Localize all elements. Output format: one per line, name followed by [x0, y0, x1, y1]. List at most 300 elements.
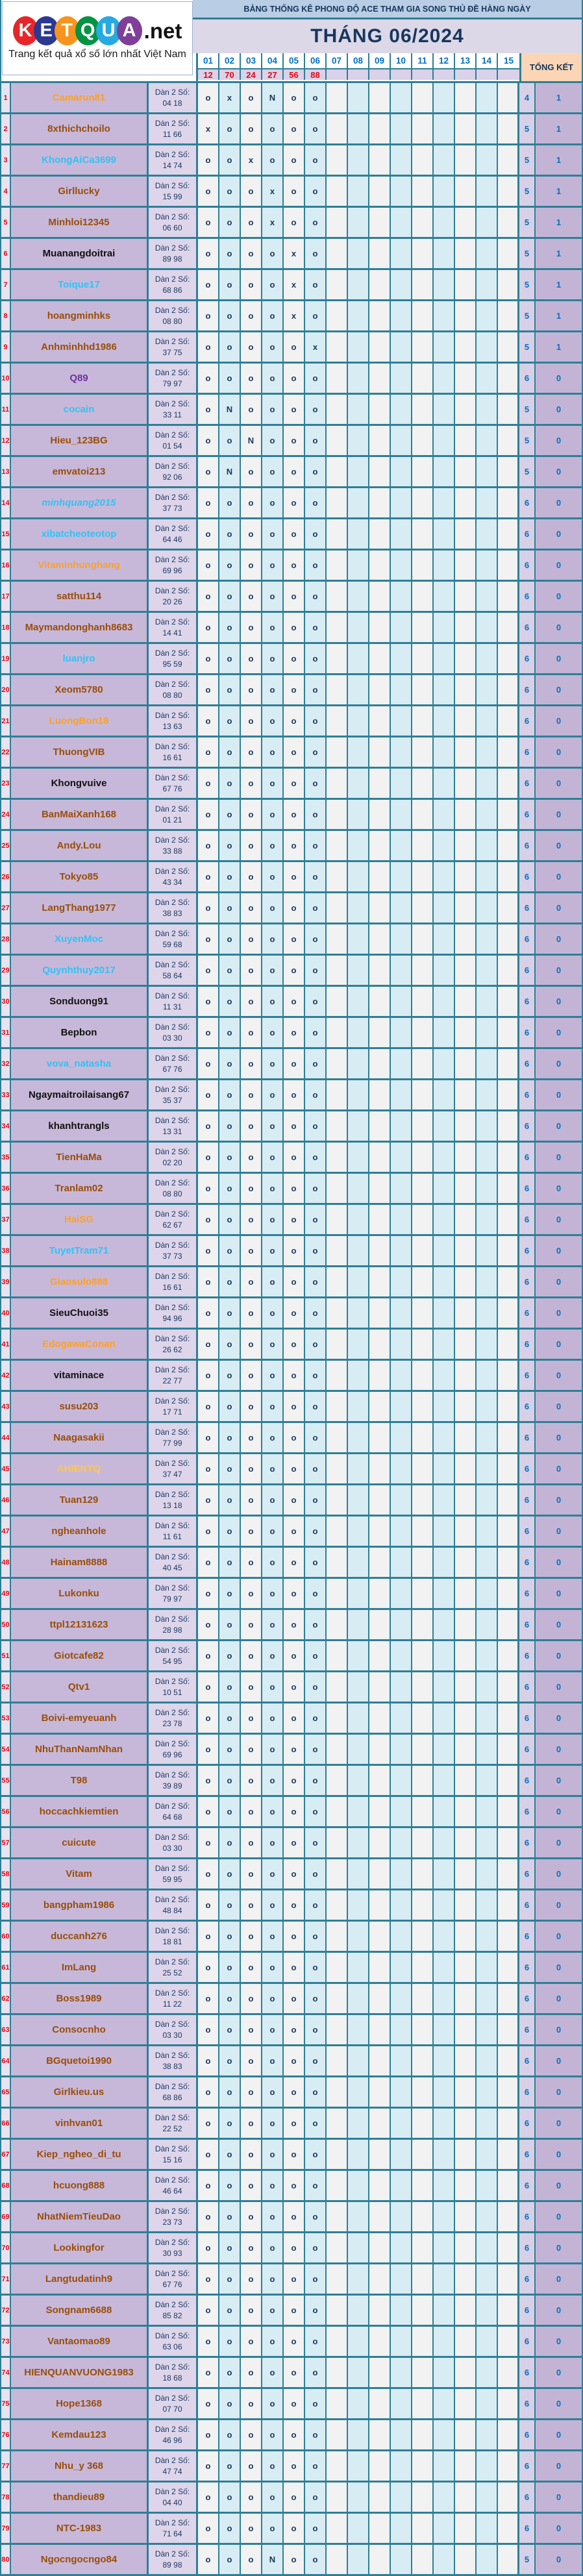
table-row — [1, 2389, 582, 2420]
day-mark-cell — [327, 83, 348, 112]
day-mark-cell — [369, 2015, 391, 2044]
day-mark-cell: o — [262, 2483, 284, 2512]
dan-2-so-cell — [149, 2483, 198, 2512]
day-mark-cell — [412, 1610, 434, 1639]
username[interactable] — [11, 1797, 149, 1826]
day-result-number: 27 — [262, 69, 284, 80]
total-loss-count: 0 — [536, 1548, 582, 1577]
day-mark-cell: o — [262, 1267, 284, 1296]
day-mark-cell: o — [262, 270, 284, 299]
day-column-label: 07 — [327, 53, 348, 68]
username[interactable] — [11, 1236, 149, 1265]
day-mark-cell — [391, 613, 412, 642]
username[interactable] — [11, 1080, 149, 1109]
day-mark-cell: o — [241, 1018, 262, 1047]
day-mark-cell — [391, 2358, 412, 2387]
day-mark-cell — [327, 2015, 348, 2044]
dan-2-so-cell — [149, 1111, 198, 1141]
day-mark-cell — [455, 2514, 477, 2543]
day-mark-cell: o — [305, 987, 327, 1016]
username[interactable] — [11, 2483, 149, 2512]
day-mark-cell: o — [284, 1454, 305, 1483]
username[interactable] — [11, 2202, 149, 2231]
username[interactable] — [11, 2296, 149, 2325]
day-mark-cell: o — [284, 2545, 305, 2574]
day-mark-cell — [369, 2233, 391, 2262]
total-win-count: 6 — [519, 2109, 536, 2138]
day-mark-cell: o — [241, 1205, 262, 1234]
dan-label: Dàn 2 Số: — [155, 804, 190, 813]
username[interactable] — [11, 239, 149, 268]
username-text: EdogawaConan — [42, 1339, 116, 1350]
day-mark-cell — [327, 1049, 348, 1078]
day-mark-cell — [391, 1922, 412, 1951]
day-mark-cell: o — [241, 1922, 262, 1951]
username[interactable] — [11, 1174, 149, 1203]
day-mark-cell: o — [305, 1890, 327, 1920]
day-mark-cell: o — [262, 2046, 284, 2075]
day-mark-cell: o — [284, 2015, 305, 2044]
total-win-count: 6 — [519, 1641, 536, 1670]
day-mark-cell — [391, 1548, 412, 1577]
row-number: 34 — [1, 1111, 11, 1141]
dan-numbers: 22 77 — [162, 1376, 182, 1385]
day-mark-cell — [391, 519, 412, 549]
day-mark-cell: o — [262, 1174, 284, 1203]
day-mark-cell: o — [262, 924, 284, 954]
total-win-count: 6 — [519, 2171, 536, 2200]
dan-label: Dàn 2 Số: — [155, 2393, 190, 2403]
day-mark-cell: o — [198, 1735, 219, 1764]
total-win-count: 6 — [519, 1392, 536, 1421]
day-mark-cell — [477, 1080, 498, 1109]
day-mark-cell: o — [284, 706, 305, 736]
username[interactable] — [11, 551, 149, 580]
day-mark-cell: o — [219, 831, 241, 860]
day-mark-cell: o — [198, 675, 219, 704]
day-mark-cell: o — [262, 1672, 284, 1702]
total-loss-count: 1 — [536, 177, 582, 206]
total-loss-count: 0 — [536, 1579, 582, 1608]
day-mark-cell — [412, 426, 434, 455]
day-mark-cell — [412, 2046, 434, 2075]
day-mark-cell — [412, 2514, 434, 2543]
username[interactable] — [11, 893, 149, 923]
dan-numbers: 85 82 — [162, 2310, 182, 2320]
username[interactable] — [11, 364, 149, 393]
username[interactable] — [11, 1922, 149, 1951]
day-mark-cell — [477, 2420, 498, 2449]
username[interactable] — [11, 1579, 149, 1608]
dan-numbers: 03 30 — [162, 1843, 182, 1853]
total-win-count: 5 — [519, 2545, 536, 2574]
dan-2-so-cell — [149, 1423, 198, 1452]
username[interactable] — [11, 582, 149, 611]
day-mark-cell — [498, 1735, 519, 1764]
logo-letter-circle: E — [34, 16, 59, 45]
username[interactable] — [11, 706, 149, 736]
username[interactable] — [11, 1517, 149, 1546]
day-mark-cell — [498, 2109, 519, 2138]
day-mark-cell — [412, 2327, 434, 2356]
username[interactable] — [11, 457, 149, 486]
day-mark-cell: o — [262, 831, 284, 860]
username[interactable] — [11, 1143, 149, 1172]
day-mark-cell: o — [198, 1828, 219, 1857]
total-loss-count: 0 — [536, 364, 582, 393]
day-mark-cell — [412, 2077, 434, 2107]
day-mark-cell — [327, 862, 348, 891]
day-mark-cell — [369, 675, 391, 704]
dan-2-so-cell — [149, 551, 198, 580]
username[interactable] — [11, 426, 149, 455]
day-mark-cell: o — [198, 644, 219, 673]
day-mark-cell — [369, 893, 391, 923]
username[interactable] — [11, 862, 149, 891]
day-mark-cell — [477, 145, 498, 175]
day-mark-cell — [348, 426, 369, 455]
day-mark-cell — [391, 1703, 412, 1733]
dan-label: Dàn 2 Số: — [155, 586, 190, 595]
day-mark-cell — [477, 1922, 498, 1951]
username[interactable] — [11, 2545, 149, 2574]
day-mark-cell — [498, 2264, 519, 2294]
day-mark-cell — [477, 2545, 498, 2574]
dan-numbers: 06 60 — [162, 223, 182, 232]
username[interactable] — [11, 1641, 149, 1670]
day-mark-cell — [412, 332, 434, 362]
day-mark-cell — [327, 1797, 348, 1826]
day-mark-cell — [477, 2358, 498, 2387]
day-mark-cell — [498, 1517, 519, 1546]
dan-label: Dàn 2 Số: — [155, 617, 190, 626]
total-loss-count: 0 — [536, 1922, 582, 1951]
day-mark-cell: o — [241, 2015, 262, 2044]
username[interactable] — [11, 177, 149, 206]
username[interactable] — [11, 2451, 149, 2481]
username[interactable] — [11, 1111, 149, 1141]
day-mark-cell: o — [219, 1080, 241, 1109]
day-mark-cell: o — [198, 177, 219, 206]
month-title: THÁNG 06/2024 — [193, 19, 582, 53]
username[interactable] — [11, 1890, 149, 1920]
day-mark-cell — [477, 1267, 498, 1296]
username-text: Giaosulo888 — [49, 1276, 108, 1287]
day-mark-cell: o — [305, 457, 327, 486]
dan-label: Dàn 2 Số: — [155, 928, 190, 938]
username[interactable] — [11, 2233, 149, 2262]
day-mark-cell: o — [284, 1859, 305, 1889]
username[interactable] — [11, 2327, 149, 2356]
day-mark-cell — [391, 1111, 412, 1141]
dan-2-so-cell — [149, 114, 198, 143]
username[interactable] — [11, 395, 149, 424]
table-row — [1, 1361, 582, 1392]
day-mark-cell: o — [219, 1766, 241, 1795]
username[interactable] — [11, 1018, 149, 1047]
day-mark-cell: o — [262, 1080, 284, 1109]
day-mark-cell — [348, 2483, 369, 2512]
username[interactable] — [11, 1984, 149, 2013]
day-mark-cell — [327, 1298, 348, 1328]
row-number: 38 — [1, 1236, 11, 1265]
day-mark-cell — [412, 270, 434, 299]
username[interactable] — [11, 1454, 149, 1483]
table-row — [1, 1672, 582, 1703]
total-win-count: 6 — [519, 1143, 536, 1172]
username[interactable] — [11, 2015, 149, 2044]
username[interactable] — [11, 2109, 149, 2138]
dan-2-so-cell — [149, 862, 198, 891]
day-mark-cell: o — [219, 1984, 241, 2013]
day-mark-cell — [455, 1049, 477, 1078]
table-row — [1, 2109, 582, 2140]
day-mark-cell — [498, 2514, 519, 2543]
day-mark-cell: o — [219, 2451, 241, 2481]
dan-label: Dàn 2 Số: — [155, 2237, 190, 2247]
day-mark-cell: o — [262, 956, 284, 985]
day-mark-cell — [455, 177, 477, 206]
day-mark-cell: o — [241, 1610, 262, 1639]
username[interactable] — [11, 83, 149, 112]
day-mark-cell — [327, 488, 348, 517]
total-win-count: 6 — [519, 1984, 536, 2013]
day-mark-cell: o — [219, 862, 241, 891]
dan-label: Dàn 2 Số: — [155, 180, 190, 190]
day-mark-cell: o — [262, 2451, 284, 2481]
site-logo[interactable] — [2, 1, 193, 75]
total-loss-count: 0 — [536, 1859, 582, 1889]
username[interactable] — [11, 1953, 149, 1982]
dan-2-so-cell — [149, 2327, 198, 2356]
username[interactable] — [11, 800, 149, 829]
total-loss-count: 0 — [536, 2077, 582, 2107]
username[interactable] — [11, 2389, 149, 2418]
username[interactable] — [11, 1267, 149, 1296]
username[interactable] — [11, 1049, 149, 1078]
day-mark-cell: o — [305, 208, 327, 237]
day-mark-cell — [327, 301, 348, 330]
username[interactable] — [11, 1610, 149, 1639]
username[interactable] — [11, 644, 149, 673]
username[interactable] — [11, 1330, 149, 1359]
row-number: 41 — [1, 1330, 11, 1359]
username[interactable] — [11, 1828, 149, 1857]
day-mark-cell: o — [262, 1454, 284, 1483]
username[interactable] — [11, 2514, 149, 2543]
day-mark-cell — [348, 800, 369, 829]
table-row — [1, 2420, 582, 2451]
username[interactable] — [11, 1859, 149, 1889]
row-number: 2 — [1, 114, 11, 143]
day-mark-cell: o — [219, 301, 241, 330]
day-mark-cell — [434, 2015, 455, 2044]
username[interactable] — [11, 2140, 149, 2169]
day-mark-cell: o — [198, 208, 219, 237]
day-mark-cell: o — [284, 114, 305, 143]
day-mark-cell: o — [305, 1984, 327, 2013]
username[interactable] — [11, 270, 149, 299]
username[interactable] — [11, 1703, 149, 1733]
day-mark-cell: o — [198, 1454, 219, 1483]
dan-numbers: 37 73 — [162, 503, 182, 513]
day-mark-cell — [434, 332, 455, 362]
row-number: 4 — [1, 177, 11, 206]
day-mark-cell — [498, 862, 519, 891]
day-mark-cell — [369, 1610, 391, 1639]
username[interactable] — [11, 2046, 149, 2075]
day-mark-cell: o — [219, 1703, 241, 1733]
total-loss-count: 0 — [536, 1953, 582, 1982]
username[interactable] — [11, 519, 149, 549]
day-mark-cell: o — [219, 924, 241, 954]
username[interactable] — [11, 208, 149, 237]
day-mark-cell — [434, 519, 455, 549]
username[interactable] — [11, 1485, 149, 1515]
dan-label: Dàn 2 Số: — [155, 274, 190, 284]
username[interactable] — [11, 2420, 149, 2449]
day-mark-cell — [434, 1766, 455, 1795]
day-mark-cell: o — [262, 364, 284, 393]
day-mark-cell: o — [219, 1423, 241, 1452]
username-text: luanjro — [62, 653, 95, 664]
total-loss-count: 0 — [536, 2015, 582, 2044]
username[interactable] — [11, 2358, 149, 2387]
username[interactable] — [11, 924, 149, 954]
dan-label: Dàn 2 Số: — [155, 1957, 190, 1966]
row-number: 36 — [1, 1174, 11, 1203]
total-loss-count: 0 — [536, 1174, 582, 1203]
username[interactable] — [11, 1766, 149, 1795]
day-mark-cell — [327, 1984, 348, 2013]
day-mark-cell: o — [284, 208, 305, 237]
username[interactable] — [11, 301, 149, 330]
day-mark-cell — [369, 1143, 391, 1172]
day-result-number: 88 — [305, 69, 327, 80]
username[interactable] — [11, 1298, 149, 1328]
day-mark-cell — [455, 2451, 477, 2481]
day-mark-cell: o — [241, 2420, 262, 2449]
day-mark-cell: o — [198, 862, 219, 891]
day-mark-cell: o — [305, 426, 327, 455]
day-mark-cell — [391, 1797, 412, 1826]
username[interactable] — [11, 769, 149, 798]
day-mark-cell — [327, 2109, 348, 2138]
username[interactable] — [11, 2171, 149, 2200]
username[interactable] — [11, 1672, 149, 1702]
day-mark-cell — [369, 1703, 391, 1733]
day-mark-cell — [391, 1236, 412, 1265]
day-mark-cell: o — [198, 364, 219, 393]
username[interactable] — [11, 2077, 149, 2107]
dan-2-so-cell — [149, 1080, 198, 1109]
username[interactable] — [11, 1361, 149, 1390]
day-mark-cell: o — [284, 2046, 305, 2075]
username[interactable] — [11, 1735, 149, 1764]
username[interactable] — [11, 488, 149, 517]
day-mark-cell: o — [198, 893, 219, 923]
username[interactable] — [11, 737, 149, 767]
day-mark-cell: o — [241, 364, 262, 393]
username-text: BanMaiXanh168 — [41, 809, 117, 820]
row-number: 22 — [1, 737, 11, 767]
username[interactable] — [11, 613, 149, 642]
day-mark-cell: o — [305, 2389, 327, 2418]
username[interactable] — [11, 1423, 149, 1452]
day-mark-cell: o — [305, 1922, 327, 1951]
day-mark-cell: o — [198, 2389, 219, 2418]
day-mark-cell — [455, 2327, 477, 2356]
day-mark-cell — [391, 457, 412, 486]
day-mark-cell: o — [241, 2483, 262, 2512]
username[interactable] — [11, 1205, 149, 1234]
row-number: 63 — [1, 2015, 11, 2044]
dan-2-so-cell — [149, 1330, 198, 1359]
day-mark-cell — [434, 1579, 455, 1608]
total-loss-count: 0 — [536, 831, 582, 860]
username[interactable] — [11, 1392, 149, 1421]
total-win-count: 5 — [519, 457, 536, 486]
total-win-count: 6 — [519, 644, 536, 673]
row-number: 50 — [1, 1610, 11, 1639]
username[interactable] — [11, 956, 149, 985]
day-mark-cell: o — [305, 1735, 327, 1764]
day-mark-cell — [412, 2109, 434, 2138]
username[interactable] — [11, 675, 149, 704]
day-mark-cell — [434, 457, 455, 486]
day-mark-cell — [369, 1485, 391, 1515]
dan-2-so-cell — [149, 1174, 198, 1203]
day-mark-cell: o — [262, 1517, 284, 1546]
day-mark-cell — [369, 457, 391, 486]
day-mark-cell — [434, 426, 455, 455]
day-mark-cell: o — [305, 2327, 327, 2356]
total-loss-count: 1 — [536, 83, 582, 112]
day-mark-cell: o — [305, 2140, 327, 2169]
day-mark-cell: o — [198, 2545, 219, 2574]
total-win-count: 6 — [519, 2202, 536, 2231]
total-win-count: 6 — [519, 2451, 536, 2481]
username[interactable] — [11, 332, 149, 362]
day-mark-cell: o — [241, 1735, 262, 1764]
total-loss-count: 0 — [536, 1361, 582, 1390]
day-column-label: 14 — [477, 53, 498, 68]
username-text: KhongAiCa3699 — [41, 155, 117, 166]
total-loss-count: 0 — [536, 2514, 582, 2543]
username[interactable] — [11, 145, 149, 175]
username[interactable] — [11, 987, 149, 1016]
username[interactable] — [11, 114, 149, 143]
day-mark-cell — [412, 1361, 434, 1390]
day-mark-cell: o — [219, 145, 241, 175]
username[interactable] — [11, 1548, 149, 1577]
day-mark-cell — [348, 1361, 369, 1390]
dan-2-so-cell — [149, 83, 198, 112]
dan-numbers: 59 95 — [162, 1874, 182, 1884]
day-mark-cell — [412, 987, 434, 1016]
day-mark-cell: o — [284, 1672, 305, 1702]
day-mark-cell: o — [241, 862, 262, 891]
total-win-count: 6 — [519, 2389, 536, 2418]
total-win-count: 6 — [519, 613, 536, 642]
day-mark-cell — [369, 1361, 391, 1390]
day-mark-cell — [348, 1672, 369, 1702]
username[interactable] — [11, 831, 149, 860]
day-mark-cell — [327, 332, 348, 362]
day-mark-cell — [455, 488, 477, 517]
username[interactable] — [11, 2264, 149, 2294]
dan-numbers: 04 40 — [162, 2497, 182, 2507]
